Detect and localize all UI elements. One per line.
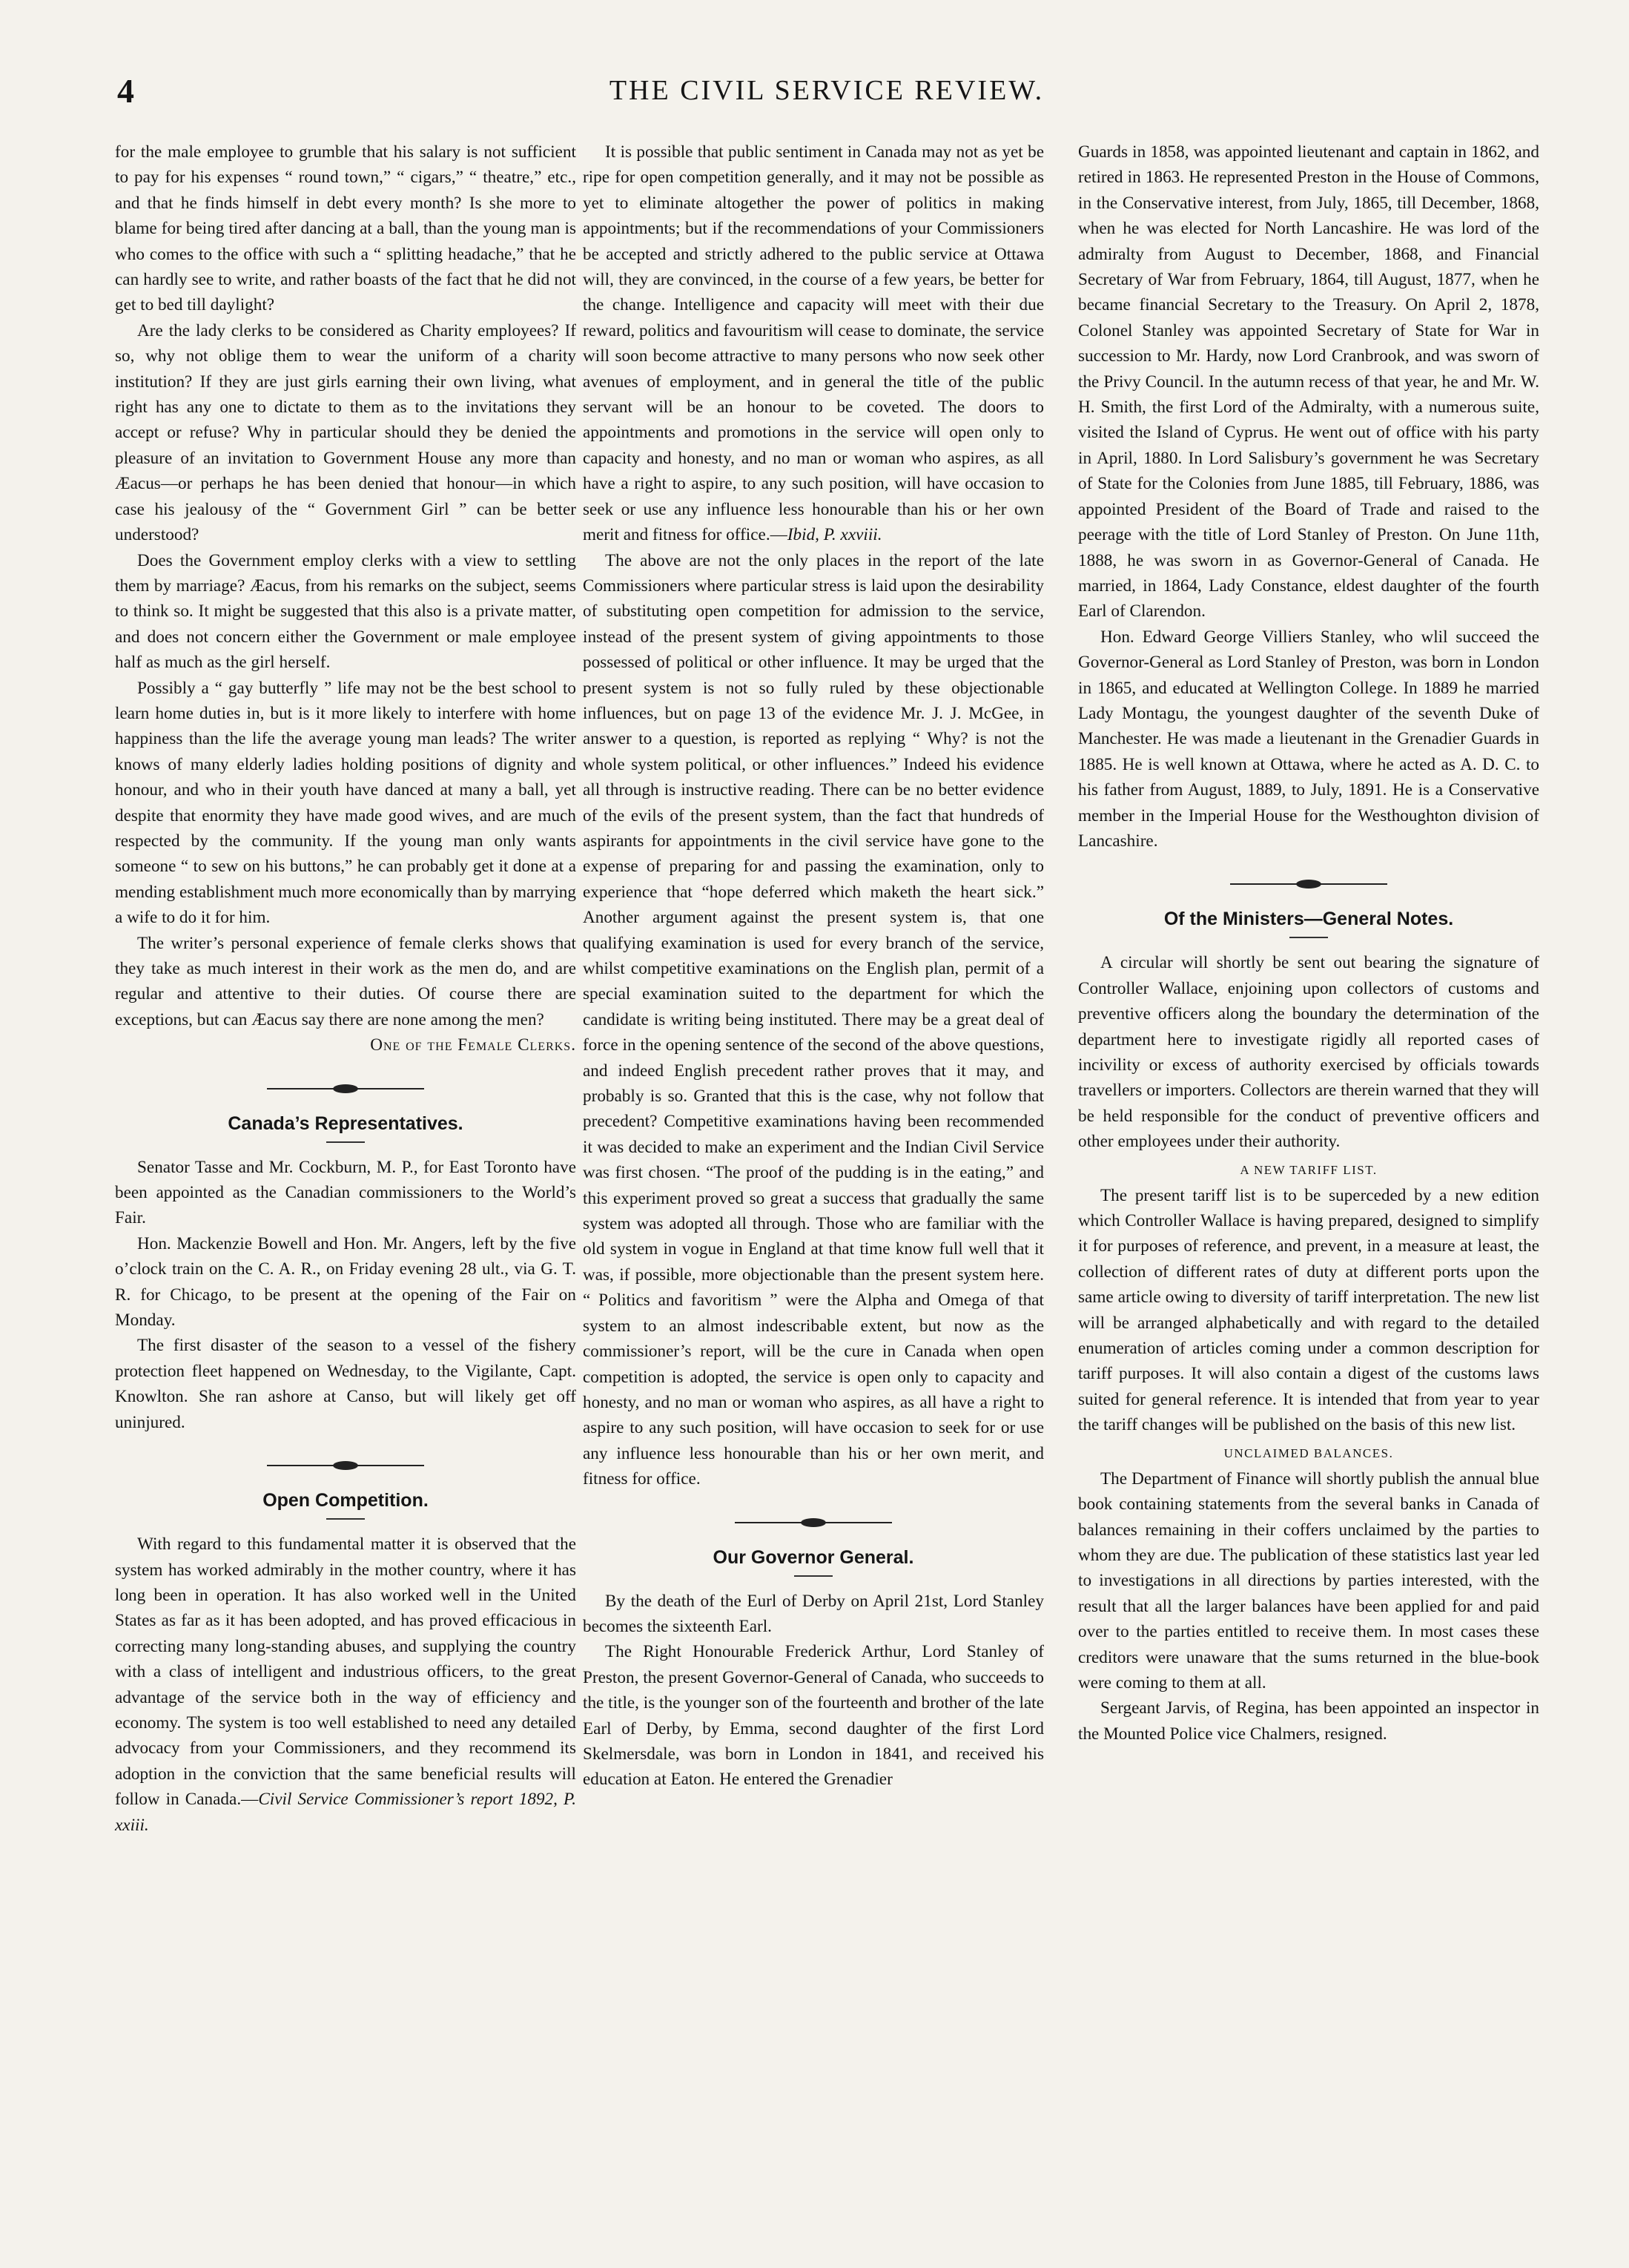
section-divider — [115, 1078, 576, 1100]
paragraph: The Right Honourable Frederick Arthur, Lord Stanley of Preston, the present Governor-General of Canada, who succeeds to the title, is the younger son of the fourteenth and brother of the late Earl of Derby, by Emma, second daughter of the first Lord Skelmersdale, was born in London in 1841, and received his education at Eaton. He entered the Grenadier — [583, 1642, 1045, 1790]
paragraph: Possibly a “ gay butterfly ” life may not be the best school to learn home duties in, but is it more likely to interfere with home happiness than the life the average young man leads? The writer knows of many elderly ladies holding positions of dignity and honour, and who in their youth have danced at many a ball, yet despite that enormity they have made good wives, and are much respected by the community. If the young man only wants someone “ to sew on his buttons,” he can probably get it done at a mending establishment much more economically than by marrying a wife to do it for him. — [115, 678, 576, 928]
paragraph: The writer’s personal experience of female clerks shows that they take as much interest in their work as the men do, and are regular and attentive to their duties. Of course there are exceptions, but can Æacus say there are none among the men? — [115, 933, 576, 1029]
article-heading: Of the Ministers—General Notes. — [1163, 909, 1454, 930]
heading-rule — [326, 1518, 365, 1520]
paragraph: Guards in 1858, was appointed lieutenant and captain in 1862, and retired in 1863. He represented Preston in the House of Commons, in the Conservative interest, from July, 1865, till December, 1868, when he was elected for North Lancashire. He was lord of the admiralty from August to December, 1868, and Financial Secretary of War from February, 1864, till August, 1877, when he became financial Secretary to the Treasury. On April 2, 1878, Colonel Stanley was appointed Secretary of State for War in succession to Mr. Hardy, now Lord Cranbrook, and was sworn of the Privy Council. In the autumn recess of that year, he and Mr. W. H. Smith, the first Lord of the Admiralty, with a numerous suite, visited the Island of Cyprus. He went out of office with his party in April, 1880. In Lord Salisbury’s government he was Secretary of State for the Colonies from June 1885, till February, 1886, was appointed President of the Board of Trade and raised to the peerage with the title of Lord Stanley of Preston. On June 11th, 1888, he was sworn in as Governor-General of Canada. He married, in 1864, Lady Constance, eldest daughter of the fourth Earl of Clarendon. — [1078, 142, 1539, 622]
page-header — [111, 71, 1542, 116]
heading-rule — [326, 1141, 365, 1143]
article-heading: Open Competition. — [262, 1490, 429, 1512]
paragraph: Does the Government employ clerks with a view to settling them by marriage? Æacus, from his remarks on the subject, seems to think so. It might be suggested that this also is a private matter, and does not concern either the Government or male employee half as much as the girl herself. — [115, 550, 576, 673]
paragraph: The above are not the only places in the report of the late Commissioners where particular stress is laid upon the desirability of substituting open competition for admission to the service, instead of the present system of giving appointments to those possessed of political or other influence. It may be urged that the present system is not so fully ruled by these objectionable influences, but on page 13 of the evidence Mr. J. J. McGee, in answer to a question, is reported as replying “ Why? is not the whole system political, or other influences.” Indeed his evidence all through is instructive reading. There can be no better evidence of the evils of the present system, than the fact that hundreds of aspirants for appointments in the civil service have gone to the expense of preparing for and passing the examination, only to experience that “hope deferred which maketh the heart sick.” Another argument against the present system is, that one qualifying examination is used for every branch of the service, whilst competitive examinations on the English plan, permit of a special examination suited to the department for which the candidate is writing being instituted. There may be a great deal of force in the opening sentence of the second of the above questions, and indeed English precedent rather proves that it may, and probably is so. Granted that this is the case, why not follow that precedent? Competitive examinations having been recommended it was decided to make an experiment and the Indian Civil Service was first chosen. “The proof of the pudding is in the eating,” and this experiment proved so great a success that gradually the same system was adopted all through. Those who are familiar with the old system in vogue in England at that time know full well that it was, if possible, more objectionable than the present system here. “ Politics and favoritism ” were the Alpha and Omega of that system to an almost indescribable extent, but now as the commissioner’s report, will be the cure in Canada when open competition is adopted, the service is open only to capacity and honesty, and no man or woman who aspires, as all have a right to aspire to any such position, will have occasion to seek for or use any influence less honourable than his or her own merit, and fitness for office. — [583, 550, 1044, 1489]
paragraph: By the death of the Eurl of Derby on April 21st, Lord Stanley becomes the sixteenth Earl. — [583, 1591, 1044, 1636]
article-heading: Our Governor General. — [713, 1546, 914, 1568]
paragraph — [115, 1532, 576, 1838]
heading-rule — [794, 1575, 833, 1577]
section-divider — [583, 1512, 1044, 1534]
column-1 — [115, 139, 576, 1838]
paragraph: The present tariff list is to be superceded by a new edition which Controller Wallace is having prepared, designed to simplify it for purposes of reference, and prevent, in a measure at least, the collection of different rates of duty at different ports upon the same article owing to diversity of tariff interpretation. The new list will be arranged alphabetically and with regard to the detailed enumeration of articles coming under a common description for tariff purposes. It will also contain a digest of the customs laws suited for general reference. It is intended that from year to year the tariff changes will be published on the basis of this new list. — [1078, 1185, 1539, 1435]
citation: Civil Service Commissioner’s report 1892, P. xxiii. — [115, 1790, 576, 1835]
journal-title: THE CIVIL SERVICE REVIEW. — [609, 75, 1045, 106]
article-signature: One of the Female Clerks. — [370, 1035, 576, 1055]
paragraph — [583, 139, 1044, 548]
citation: Ibid, P. xxviii. — [787, 525, 882, 545]
paragraph: Hon. Mackenzie Bowell and Hon. Mr. Angers, left by the five o’clock train on the C. A. R., on Friday evening 28 ult., via G. T. R. for Chicago, to be present at the opening of the Fair on Monday. — [115, 1233, 576, 1331]
paragraph: for the male employee to grumble that his salary is not sufficient to pay for his expenses “ round town,” “ cigars,” “ theatre,” etc., and that he finds himself in debt every month? Is she more to blame for being tired after dancing at a ball, than the young man is who comes to the office with such a “ splitting headache,” that he can hardly see to write, and rather boasts of the fact that he did not get to bed till daylight? — [115, 142, 576, 315]
section-divider — [115, 1454, 576, 1477]
paragraph: Sergeant Jarvis, of Regina, has been appointed an inspector in the Mounted Police vice Chalmers, resigned. — [1078, 1698, 1539, 1744]
paragraph: The first disaster of the season to a vessel of the fishery protection fleet happened on Wednesday, to the Vigilante, Capt. Knowlton. She ran ashore at Canso, but will likely get off uninjured. — [115, 1336, 576, 1432]
subheading: UNCLAIMED BALANCES. — [1223, 1445, 1394, 1460]
paragraph: Are the lady clerks to be considered as Charity employees? If so, why not oblige them to wear the uniform of a charity institution? If they are just girls earning their own living, what right has any one to dictate to them as to the invitations they accept or refuse? Why in particular should they be denied the pleasure of an invitation to Government House any more than Æacus—or perhaps he has been denied that honour—in which case his jealousy of the “ Government Girl ” can be better understood? — [115, 320, 576, 545]
paragraph: Senator Tasse and Mr. Cockburn, M. P., for East Toronto have been appointed as the Canadian commissioners to the World’s Fair. — [115, 1157, 576, 1228]
paragraph-text: It is possible that public sentiment in Canada may not as yet be ripe for open competition generally, and it may not be possible as yet to eliminate altogether the power of politics in making appointments; but if the recommendations of your Commissioners be accepted and strictly adhered to the public service at Ottawa will, they are convinced, in the course of a few years, be better for the change. Intelligence and capacity will meet with their due reward, politics and favouritism will cease to dominate, the service will soon become attractive to many persons who now seek other avenues of employment, and in general the title of the public servant will be an honour to be coveted. The doors to appointments and promotions in the service will open only to capacity and honesty, and no man or woman who aspires, as all have a right to aspire, to any such position, will have occasion to seek or use any influence less honourable than his or her own merit and fitness for office.— — [583, 142, 1044, 545]
column-2 — [583, 139, 1044, 1793]
article-heading: Canada’s Representatives. — [228, 1112, 463, 1134]
section-divider — [1078, 873, 1539, 895]
paragraph: Hon. Edward George Villiers Stanley, who wlil succeed the Governor-General as Lord Stanley of Preston, was born in London in 1865, and educated at Wellington College. In 1889 he married Lady Montagu, the youngest daughter of the seventh Duke of Manchester. He was made a lieutenant in the Grenadier Guards in 1885. He is well known at Ottawa, where he acted as A. D. C. to his father from August, 1889, to July, 1891. He is a Conservative member in the Imperial House for the Westhoughton division of Lancashire. — [1078, 627, 1539, 851]
paragraph: A circular will shortly be sent out bearing the signature of Controller Wallace, enjoining upon collectors of customs and preventive officers along the boundary the determination of the department here to investigate rigidly all reported cases of incivility or excess of authority exercised by officials towards travellers or importers. Collectors are therein warned that they will be held responsible for the conduct of preventive officers and other employees under their authority. — [1078, 953, 1539, 1152]
paragraph: The Department of Finance will shortly publish the annual blue book containing statements from the several banks in Canada of balances remaining in their coffers unclaimed by the parties to whom they are due. The publication of these statistics last year led to investigations in all directions by parties interested, with the result that all the larger balances have been applied for and paid over to the parties entitled to receive them. In most cases these creditors were unaware that the sums returned in the blue-book were coming to them at all. — [1078, 1468, 1539, 1692]
paragraph-text: With regard to this fundamental matter it is observed that the system has worked admirably in the mother country, where it has long been in operation. It has also worked well in the United States as far as it has been adopted, and has proved efficacious in correcting many long-standing abuses, and supplying the country with a class of intelligent and industrious officers, to the great advantage of the service both in the way of efficiency and economy. The system is too well established to need any detailed advocacy from your Commissioners, and they recommend its adoption in the conviction that the same beneficial results will follow in Canada.— — [115, 1534, 576, 1810]
heading-rule — [1289, 937, 1328, 938]
subheading: A NEW TARIFF LIST. — [1240, 1162, 1378, 1177]
column-3 — [1078, 139, 1539, 1747]
page-number: 4 — [117, 72, 134, 110]
